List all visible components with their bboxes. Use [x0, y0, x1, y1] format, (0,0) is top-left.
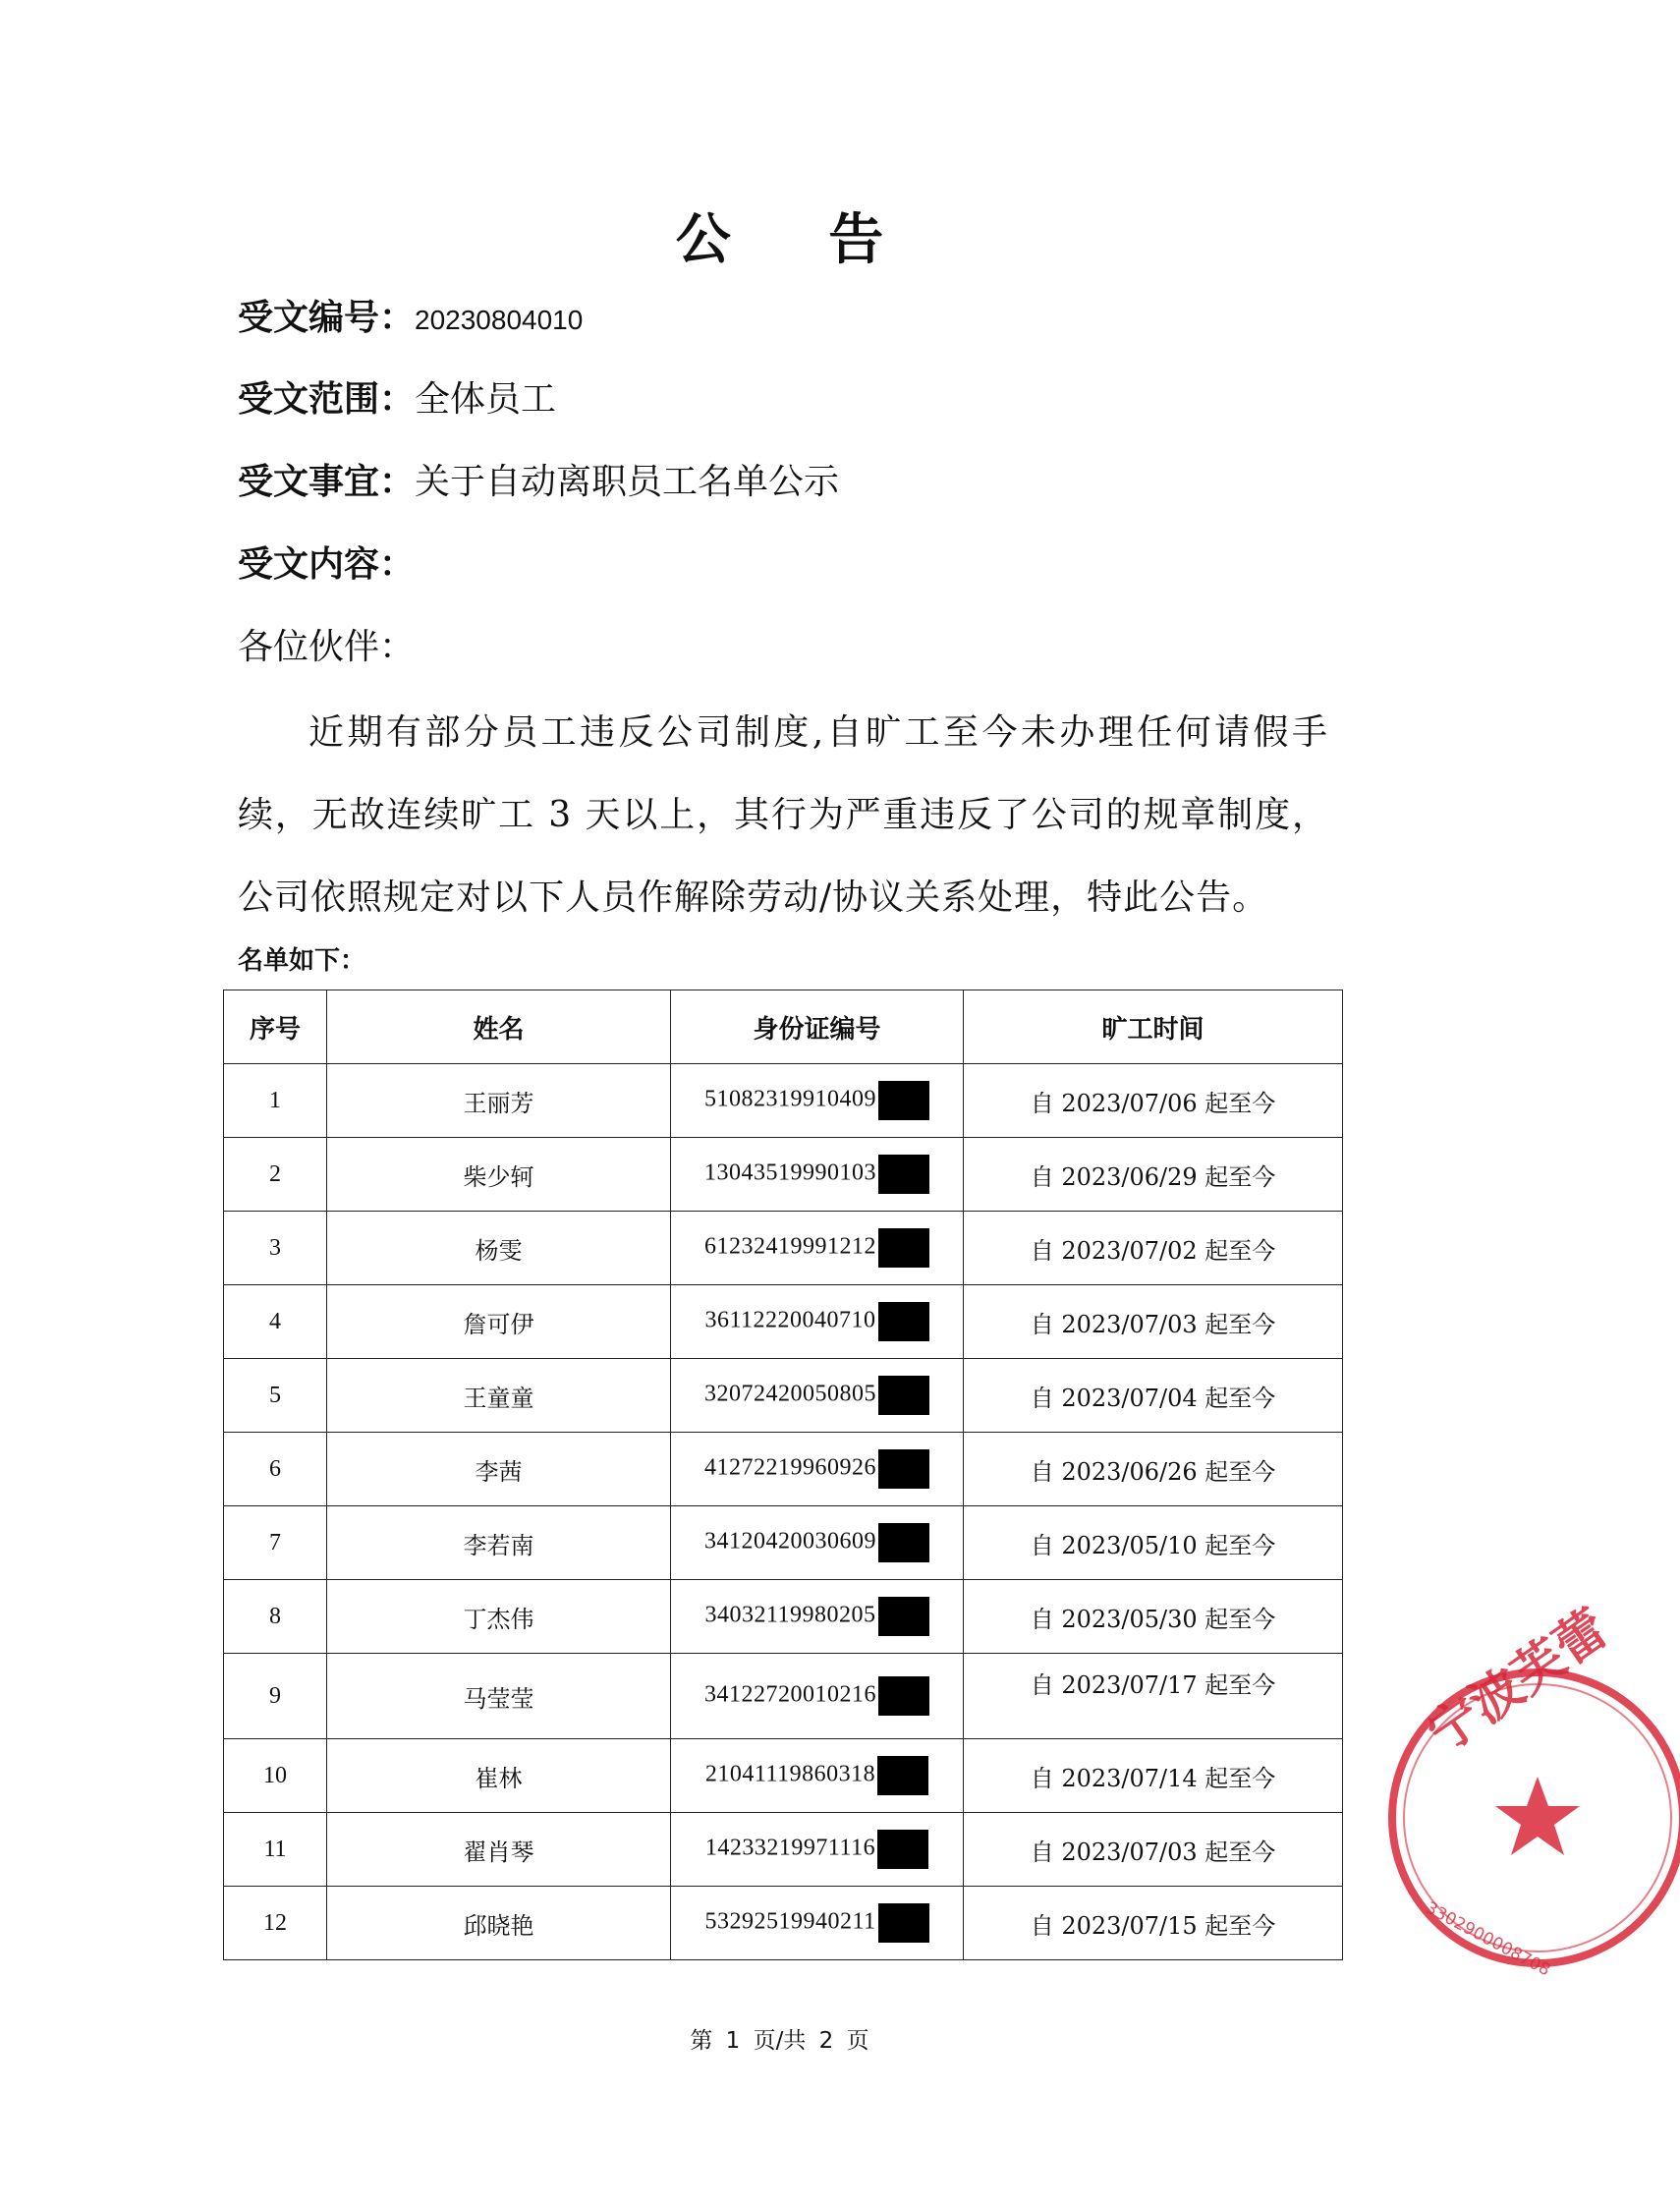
doc-scope-row [238, 371, 556, 422]
id-number: 34120420030609 [704, 1528, 876, 1555]
cell-absence-time: 自 2023/07/14 起至今 [964, 1739, 1343, 1813]
cell-name: 李茜 [327, 1433, 671, 1506]
id-number: 21041119860318 [704, 1761, 876, 1787]
greeting: 各位伙伴： [238, 627, 416, 667]
redaction-box [878, 1523, 929, 1562]
cell-absence-time: 自 2023/07/03 起至今 [964, 1813, 1343, 1887]
id-number: 53292519940211 [704, 1908, 876, 1935]
doc-scope-label: 受文范围： [238, 379, 416, 420]
cell-id [671, 1285, 964, 1359]
table-row [224, 1359, 1343, 1433]
cell-id [671, 1212, 964, 1285]
table-row [224, 1739, 1343, 1813]
cell-absence-time: 自 2023/05/10 起至今 [964, 1506, 1343, 1580]
cell-absence-time: 自 2023/06/29 起至今 [964, 1138, 1343, 1212]
id-number: 36112220040710 [704, 1307, 876, 1333]
cell-id [671, 1887, 964, 1960]
cell-id [671, 1359, 964, 1433]
table-row [224, 1064, 1343, 1138]
doc-subject-row [238, 454, 839, 504]
cell-absence-time: 自 2023/07/15 起至今 [964, 1887, 1343, 1960]
cell-name: 王丽芳 [327, 1064, 671, 1138]
table-row [224, 1433, 1343, 1506]
redaction-box [878, 1376, 929, 1415]
redaction-box [878, 1155, 929, 1194]
doc-content-label: 受文内容： [238, 544, 416, 585]
redaction-box [877, 1756, 928, 1795]
cell-name: 李若南 [327, 1506, 671, 1580]
header-seq: 序号 [224, 990, 327, 1064]
seal-star-icon [1495, 1777, 1580, 1855]
doc-subject-label: 受文事宜： [238, 462, 416, 502]
cell-seq: 11 [224, 1813, 327, 1887]
id-number: 13043519990103 [704, 1160, 876, 1186]
table-row [224, 1506, 1343, 1580]
cell-id [671, 1580, 964, 1654]
cell-name: 杨雯 [327, 1212, 671, 1285]
cell-id [671, 1739, 964, 1813]
redaction-box [878, 1449, 929, 1489]
svg-text:宁波芙蕾: 宁波芙蕾 [1418, 1599, 1619, 1765]
cell-name: 丁杰伟 [327, 1580, 671, 1654]
cell-seq: 1 [224, 1064, 327, 1138]
cell-absence-time: 自 2023/07/17 起至今 [964, 1654, 1343, 1739]
cell-name: 翟肖琴 [327, 1813, 671, 1887]
page-title: 公 告 [675, 208, 924, 272]
id-number: 32072420050805 [704, 1381, 876, 1407]
header-name: 姓名 [327, 990, 671, 1064]
announcement-body: 近期有部分员工违反公司制度,自旷工至今未办理任何请假手续，无故连续旷工 3 天以上，其行为严重违反了公司的规章制度，公司依照规定对以下人员作解除劳动/协议关系处理，特此公告。 [238, 712, 1328, 918]
id-number: 51082319910409 [704, 1086, 876, 1112]
cell-seq: 10 [224, 1739, 327, 1813]
cell-absence-time: 自 2023/05/30 起至今 [964, 1580, 1343, 1654]
cell-absence-time: 自 2023/07/06 起至今 [964, 1064, 1343, 1138]
doc-subject-value: 关于自动离职员工名单公示 [415, 462, 840, 502]
table-body [224, 1064, 1343, 1960]
redaction-box [878, 1228, 929, 1268]
header-absence: 旷工时间 [964, 990, 1343, 1064]
redaction-box [878, 1081, 929, 1120]
doc-number-value: 20230804010 [415, 305, 584, 335]
id-number: 41272219960926 [704, 1454, 876, 1481]
doc-content-row [238, 537, 415, 587]
cell-absence-time: 自 2023/07/03 起至今 [964, 1285, 1343, 1359]
table-row [224, 1813, 1343, 1887]
redaction-box [878, 1676, 929, 1716]
list-title: 名单如下： [238, 946, 366, 976]
redaction-box [878, 1302, 929, 1341]
redaction-box [878, 1903, 929, 1943]
table-header-row [224, 990, 1343, 1064]
id-number: 34122720010216 [704, 1681, 876, 1708]
cell-name: 邱晓艳 [327, 1887, 671, 1960]
cell-seq: 7 [224, 1506, 327, 1580]
cell-id [671, 1433, 964, 1506]
redaction-box [878, 1597, 929, 1636]
table-row [224, 1887, 1343, 1960]
cell-name: 马莹莹 [327, 1654, 671, 1739]
cell-name: 王童童 [327, 1359, 671, 1433]
id-number: 61232419991212 [704, 1233, 876, 1260]
cell-seq: 8 [224, 1580, 327, 1654]
svg-text:3302900008708: 3302900008708 [1422, 1897, 1554, 1981]
dismissal-table [223, 990, 1343, 1960]
cell-id [671, 1654, 964, 1739]
cell-id [671, 1813, 964, 1887]
cell-id [671, 1138, 964, 1212]
table-row [224, 1654, 1343, 1739]
id-number: 34032119980205 [704, 1602, 876, 1628]
cell-absence-time: 自 2023/07/04 起至今 [964, 1359, 1343, 1433]
cell-name: 柴少轲 [327, 1138, 671, 1212]
table-row [224, 1285, 1343, 1359]
page-footer: 第 1 页/共 2 页 [690, 2028, 869, 2054]
cell-absence-time: 自 2023/07/02 起至今 [964, 1212, 1343, 1285]
cell-seq: 3 [224, 1212, 327, 1285]
header-id: 身份证编号 [671, 990, 964, 1064]
cell-seq: 5 [224, 1359, 327, 1433]
cell-name: 詹可伊 [327, 1285, 671, 1359]
table-row [224, 1138, 1343, 1212]
doc-number-label: 受文编号： [238, 298, 416, 338]
cell-id [671, 1064, 964, 1138]
cell-seq: 12 [224, 1887, 327, 1960]
doc-number-row [238, 290, 583, 340]
table-row [224, 1580, 1343, 1654]
cell-seq: 4 [224, 1285, 327, 1359]
cell-seq: 6 [224, 1433, 327, 1506]
cell-seq: 2 [224, 1138, 327, 1212]
doc-scope-value: 全体员工 [415, 379, 557, 420]
table-row [224, 1212, 1343, 1285]
cell-name: 崔林 [327, 1739, 671, 1813]
company-seal [1385, 1599, 1680, 1985]
cell-seq: 9 [224, 1654, 327, 1739]
cell-id [671, 1506, 964, 1580]
redaction-box [877, 1830, 928, 1869]
cell-absence-time: 自 2023/06/26 起至今 [964, 1433, 1343, 1506]
id-number: 14233219971116 [704, 1835, 876, 1861]
